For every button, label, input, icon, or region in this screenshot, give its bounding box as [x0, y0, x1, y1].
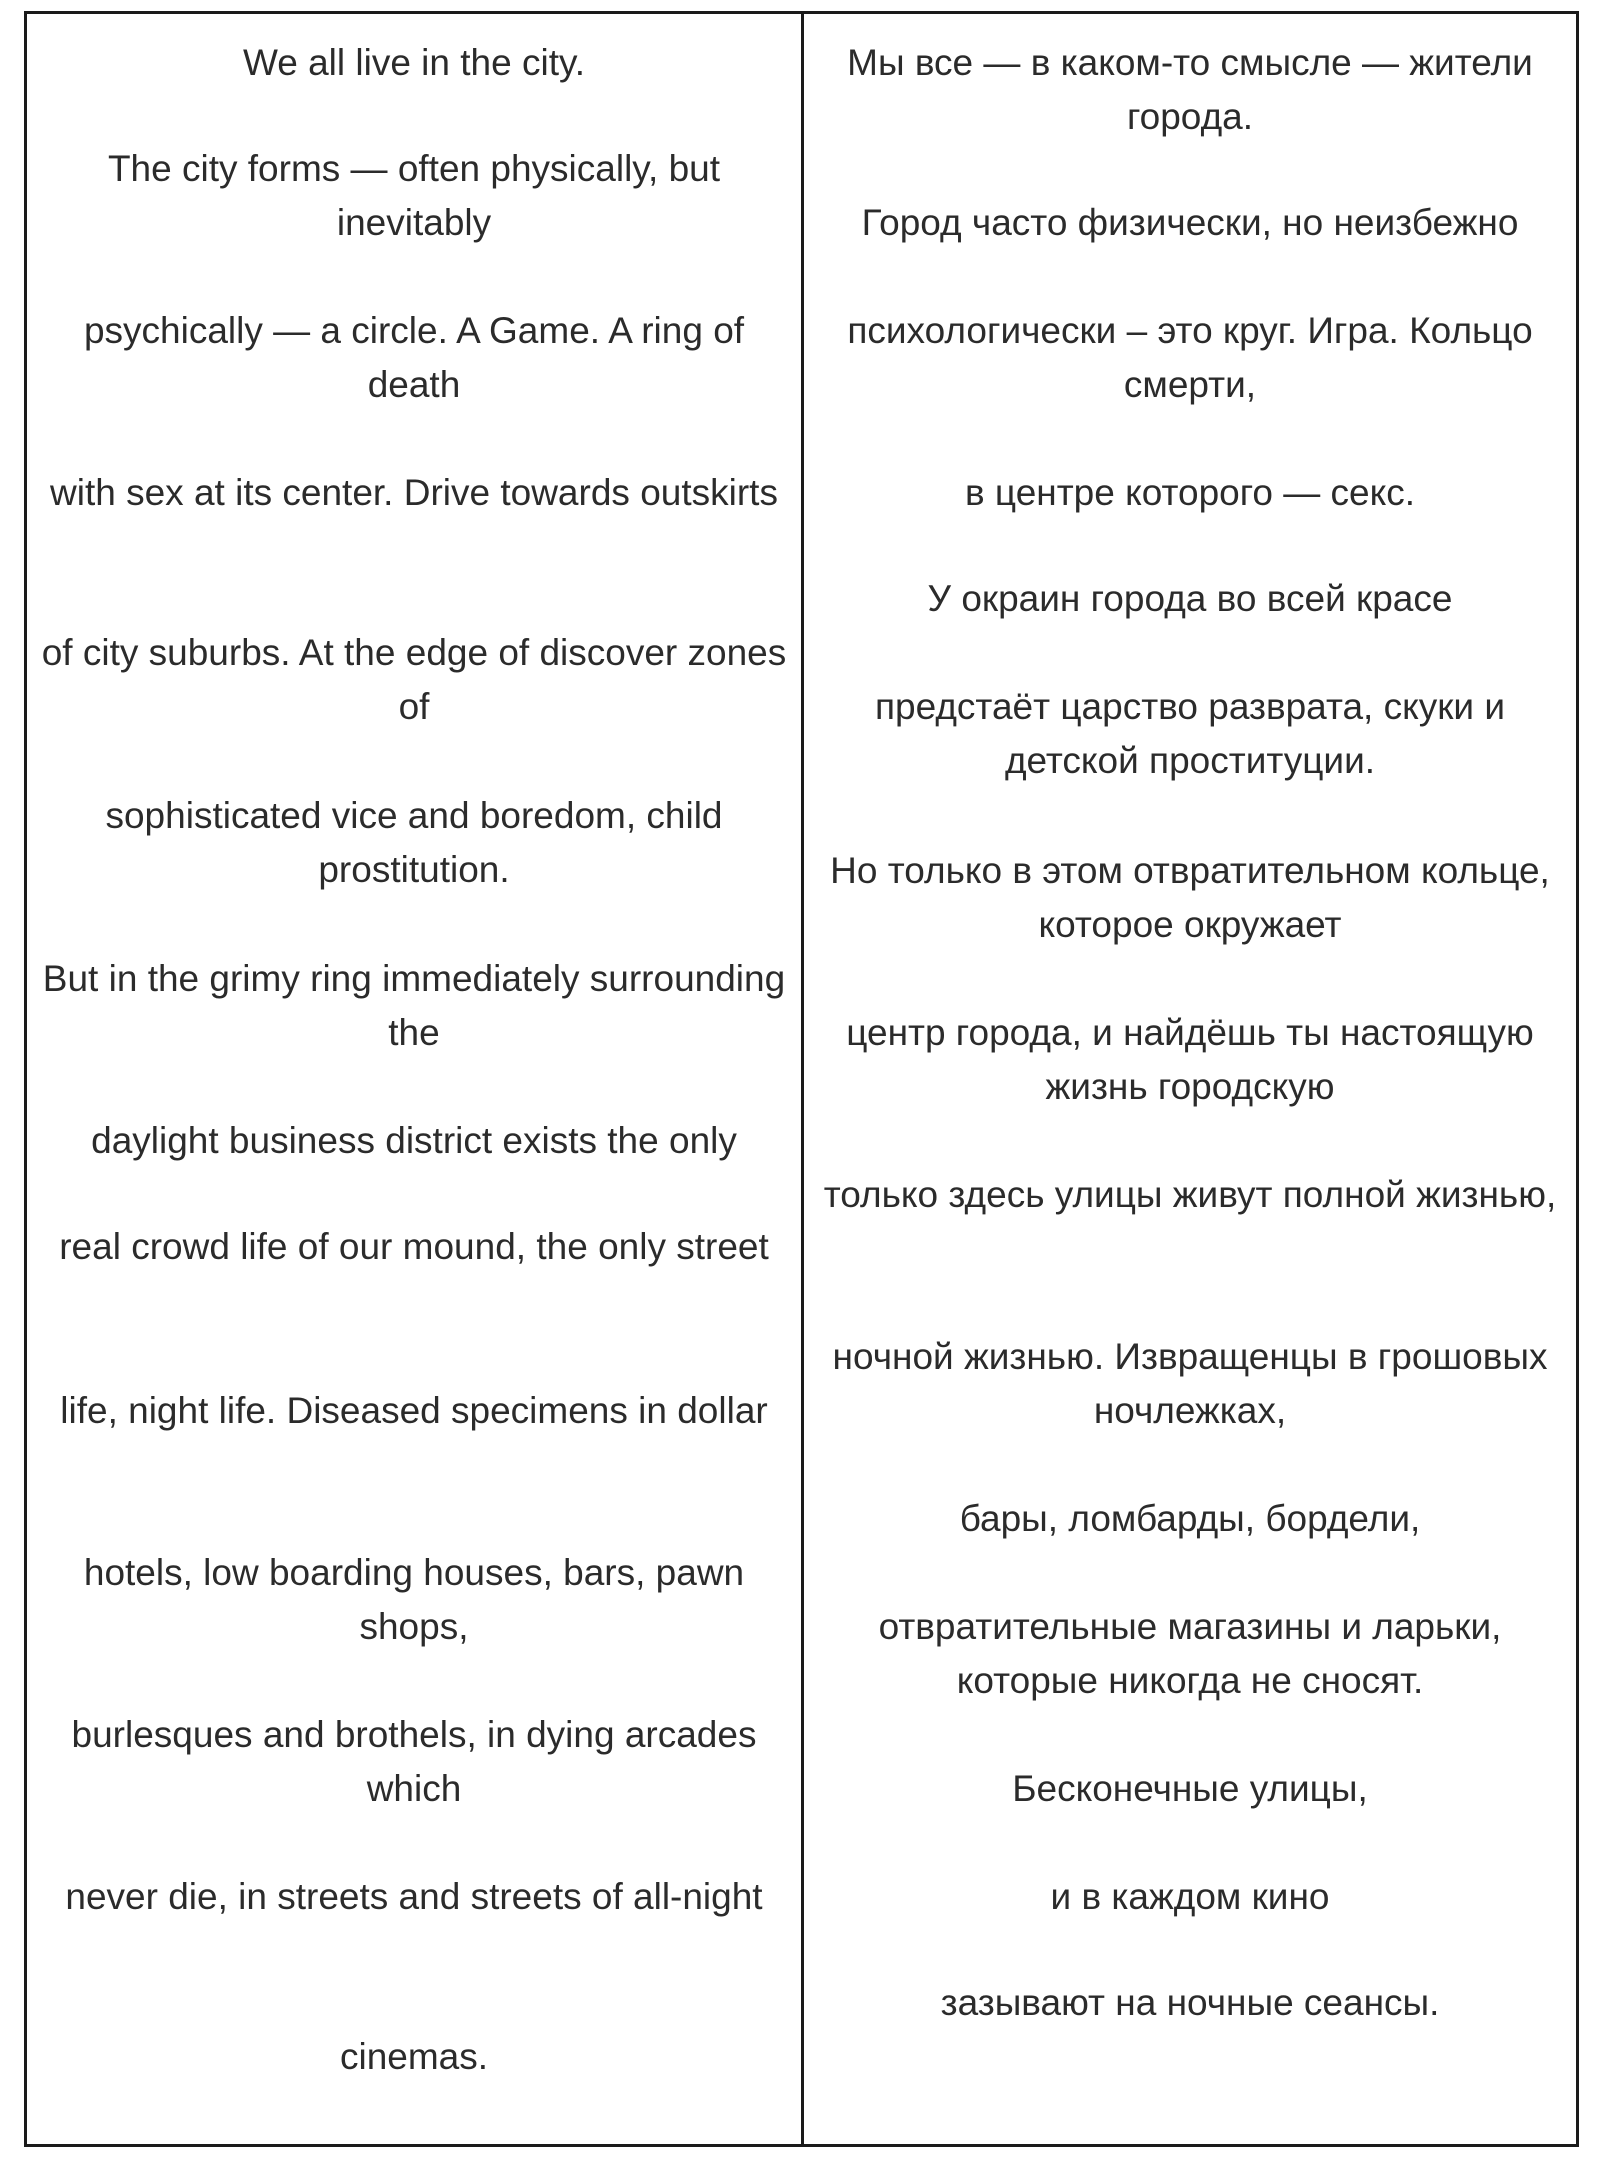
english-line: psychically — a circle. A Game. A ring of death: [83, 310, 745, 405]
russian-line: У окраин города во всей красе: [927, 578, 1453, 619]
russian-line: в центре которого — секс.: [964, 472, 1416, 513]
english-line: real crowd life of our mound, the only street: [59, 1226, 769, 1267]
russian-line: бары, ломбарды, бордели,: [959, 1498, 1421, 1539]
translation-table: [24, 11, 1579, 2147]
russian-line: Город часто физически, но неизбежно: [861, 202, 1519, 243]
russian-line: психологически – это круг. Игра. Кольцо смерти,: [847, 310, 1533, 405]
english-line: daylight business district exists the only: [91, 1120, 737, 1161]
english-line: with sex at its center. Drive towards outskirts: [50, 472, 778, 513]
english-column: [27, 14, 804, 2144]
english-line: But in the grimy ring immediately surrounding the: [42, 958, 786, 1053]
russian-line: только здесь улицы живут полной жизнью,: [823, 1174, 1557, 1215]
russian-column: [804, 14, 1576, 2144]
english-line: never die, in streets and streets of all-night: [65, 1876, 763, 1917]
english-line: burlesques and brothels, in dying arcades which: [71, 1714, 757, 1809]
russian-line: Мы все — в каком-то смысле — жители города.: [847, 42, 1533, 137]
russian-line: и в каждом кино: [1050, 1876, 1330, 1917]
russian-line: предстаёт царство разврата, скуки и детской проституции.: [874, 686, 1506, 781]
english-line: sophisticated vice and boredom, child prostitution.: [105, 795, 723, 890]
english-line: life, night life. Diseased specimens in dollar: [60, 1390, 768, 1431]
english-line: The city forms — often physically, but inevitably: [107, 148, 721, 243]
english-line: of city suburbs. At the edge of discover zones of: [41, 632, 787, 727]
russian-line: Но только в этом отвратительном кольце, которое окружает: [830, 850, 1550, 945]
russian-line: зазывают на ночные сеансы.: [940, 1982, 1440, 2023]
russian-line: центр города, и найдёшь ты настоящую жизнь городскую: [846, 1012, 1534, 1107]
english-line: We all live in the city.: [242, 42, 586, 83]
english-line: cinemas.: [339, 2036, 489, 2077]
russian-line: ночной жизнью. Извращенцы в грошовых ночлежках,: [832, 1336, 1548, 1431]
russian-line: Бесконечные улицы,: [1012, 1768, 1368, 1809]
english-line: hotels, low boarding houses, bars, pawn shops,: [83, 1552, 745, 1647]
russian-line: отвратительные магазины и ларьки, которые никогда не сносят.: [878, 1606, 1502, 1701]
